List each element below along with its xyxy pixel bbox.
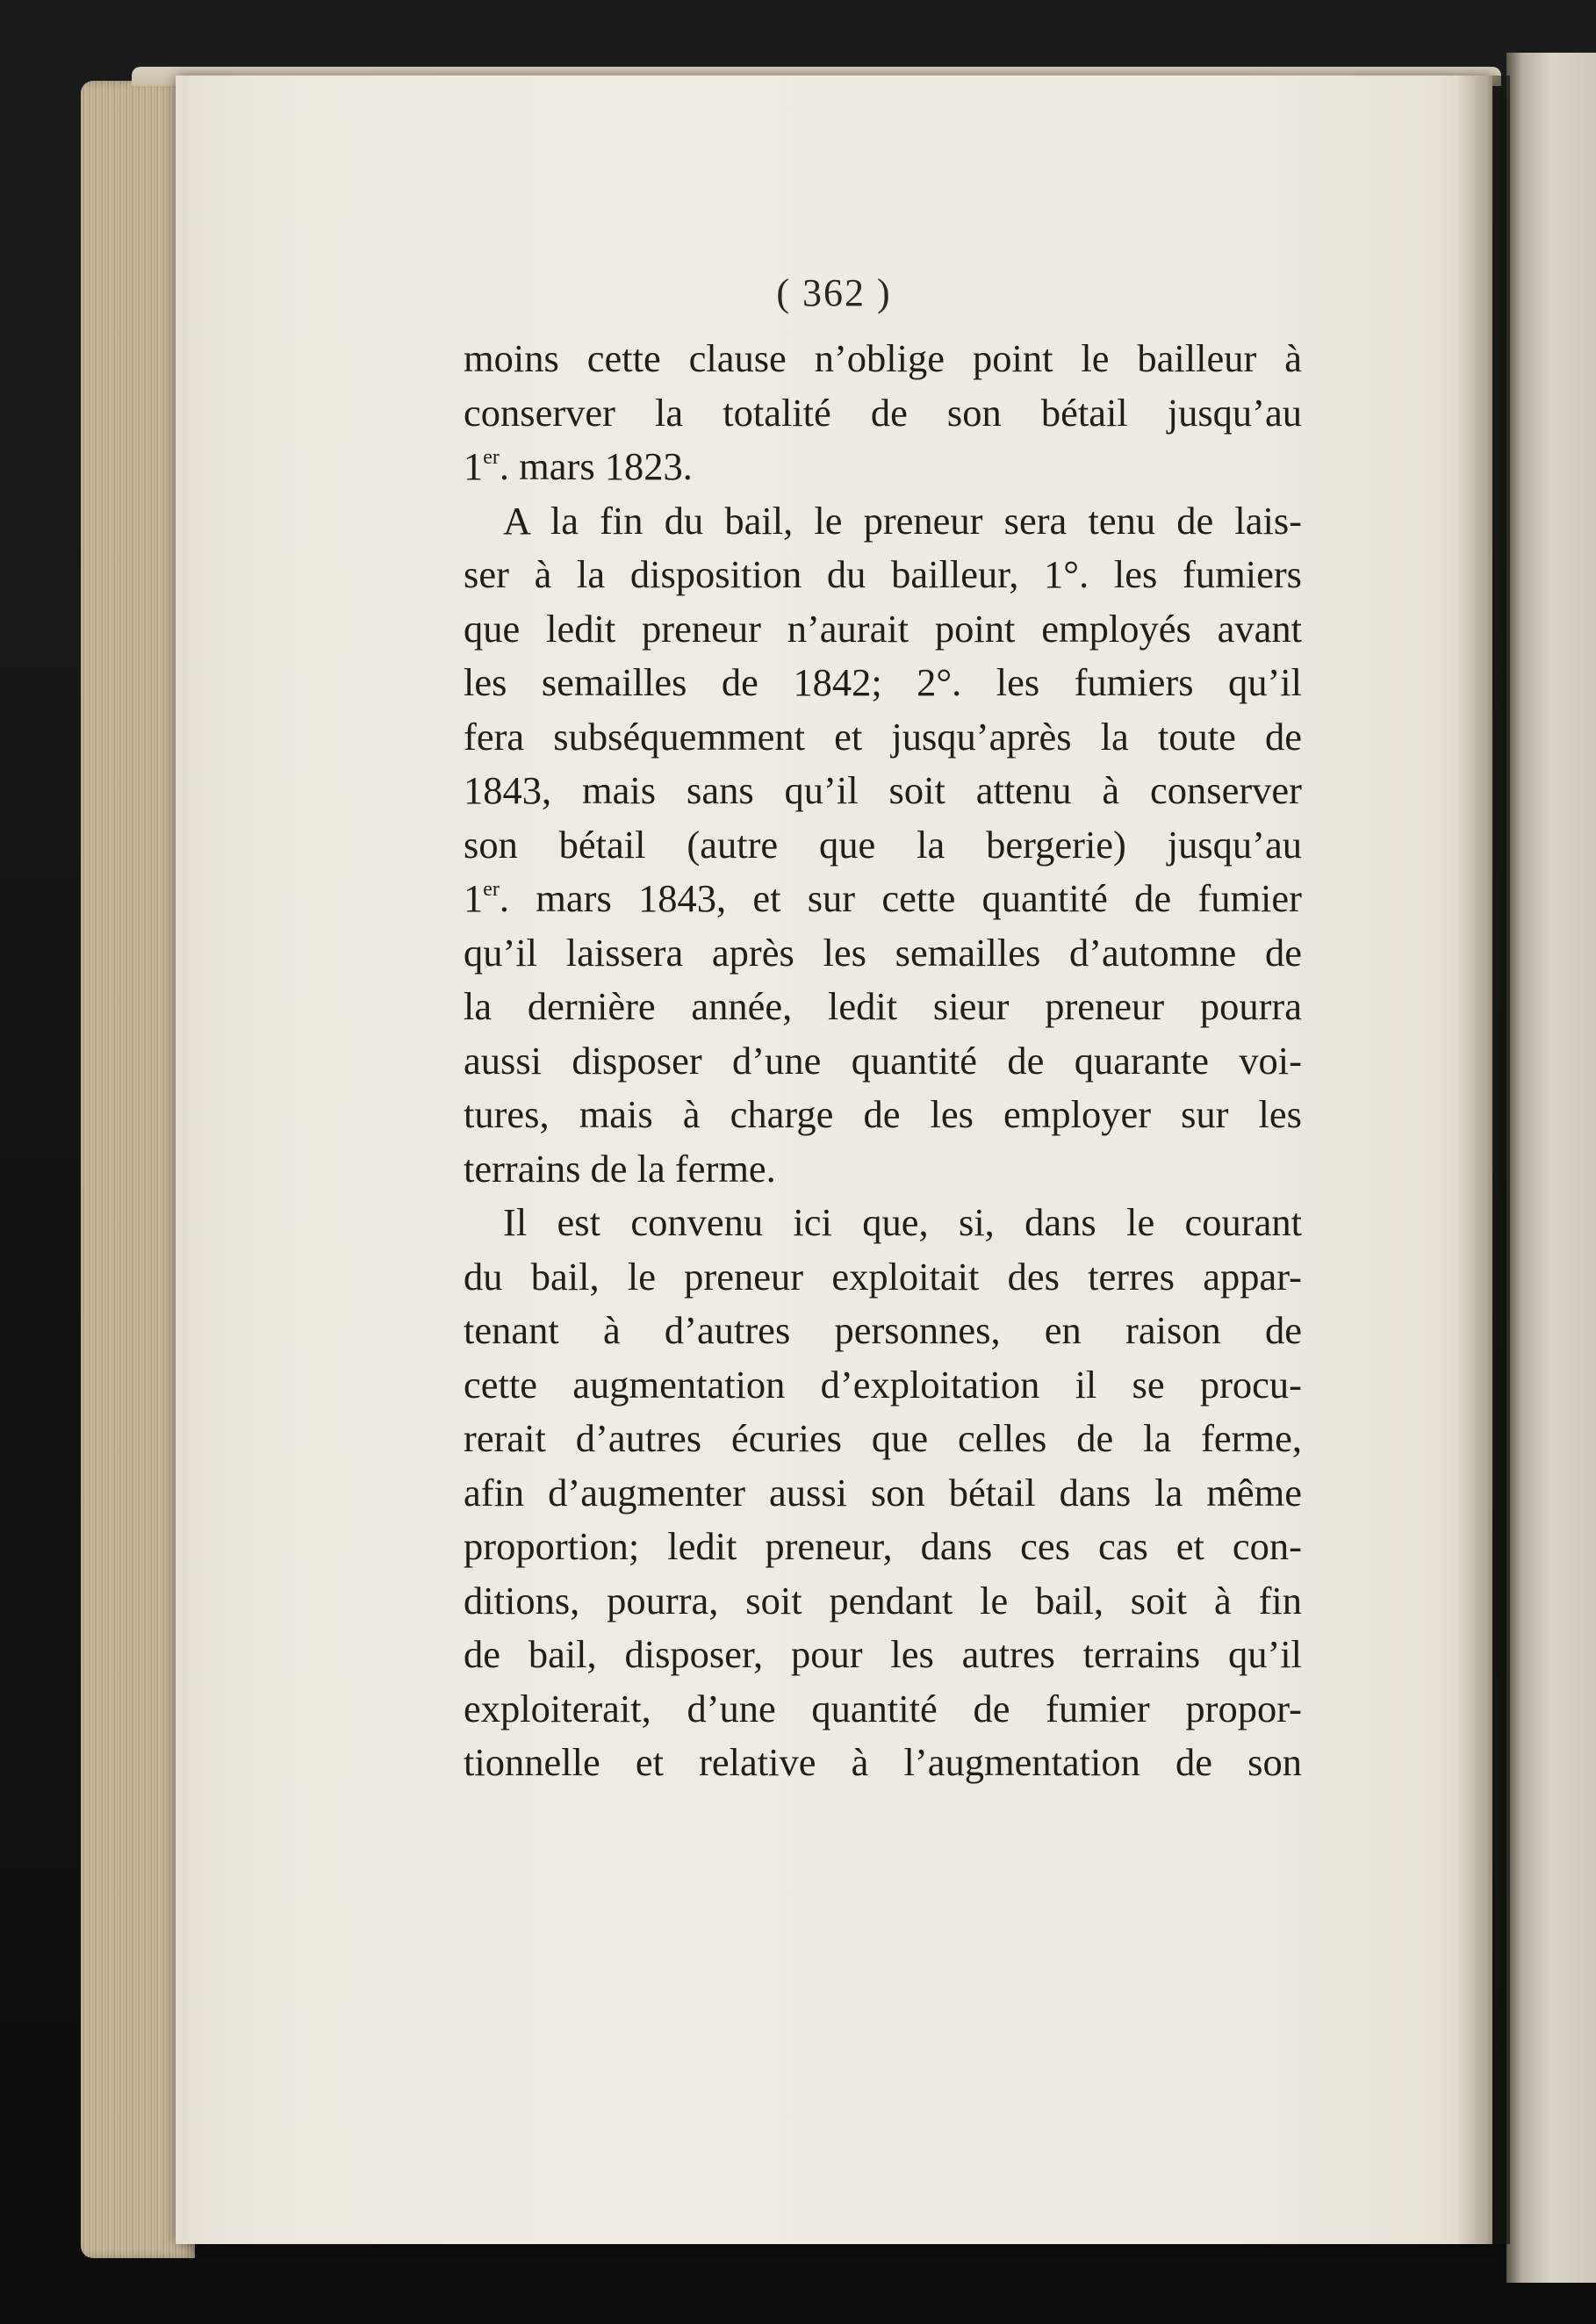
text-line: moins cette clause n’oblige point le bailleur à xyxy=(464,336,1302,380)
text-line: que ledit preneur n’aurait point employés avant xyxy=(464,606,1302,651)
text-line: tionnelle et relative à l’augmentation de son xyxy=(464,1740,1302,1784)
text-line: tenant à d’autres personnes, en raison de xyxy=(464,1308,1302,1352)
text-line: proportion; ledit preneur, dans ces cas et con- xyxy=(464,1524,1302,1568)
text-line: cette augmentation d’exploitation il se procu- xyxy=(464,1362,1302,1407)
text-line: 1er. mars 1823. xyxy=(464,444,693,488)
text-line: exploiterait, d’une quantité de fumier propor- xyxy=(464,1686,1302,1730)
text-line: afin d’augmenter aussi son bétail dans la même xyxy=(464,1470,1302,1515)
text-line: A la fin du bail, le preneur sera tenu de lais- xyxy=(503,498,1302,543)
facing-page xyxy=(1506,53,1596,2283)
text-line: 1843, mais sans qu’il soit attenu à conserver xyxy=(464,768,1302,812)
text-line: du bail, le preneur exploitait des terres appar- xyxy=(464,1254,1302,1299)
text-line: conserver la totalité de son bétail jusqu’au xyxy=(464,390,1302,435)
text-line: aussi disposer d’une quantité de quarante voi- xyxy=(464,1038,1302,1083)
text-line: les semailles de 1842; 2°. les fumiers qu’il xyxy=(464,660,1302,704)
text-line: rerait d’autres écuries que celles de la ferme, xyxy=(464,1416,1302,1460)
text-line: fera subséquemment et jusqu’après la toute de xyxy=(464,714,1302,759)
text-line: son bétail (autre que la bergerie) jusqu’au xyxy=(464,822,1302,867)
text-line: terrains de la ferme. xyxy=(464,1146,776,1191)
body-text xyxy=(464,332,1302,1790)
text-line: tures, mais à charge de les employer sur les xyxy=(464,1092,1302,1136)
text-line: la dernière année, ledit sieur preneur pourra xyxy=(464,984,1302,1028)
text-line: ser à la disposition du bailleur, 1°. les fumiers xyxy=(464,552,1302,596)
text-line: 1er. mars 1843, et sur cette quantité de fumier xyxy=(464,876,1302,920)
page-number: ( 362 ) xyxy=(776,271,892,314)
page-gutter-shadow xyxy=(1457,76,1510,2244)
text-line: qu’il laissera après les semailles d’automne de xyxy=(464,930,1302,975)
text-line: Il est convenu ici que, si, dans le courant xyxy=(503,1200,1302,1244)
text-line: de bail, disposer, pour les autres terrains qu’il xyxy=(464,1632,1302,1676)
text-line: ditions, pourra, soit pendant le bail, soit à fin xyxy=(464,1578,1302,1622)
